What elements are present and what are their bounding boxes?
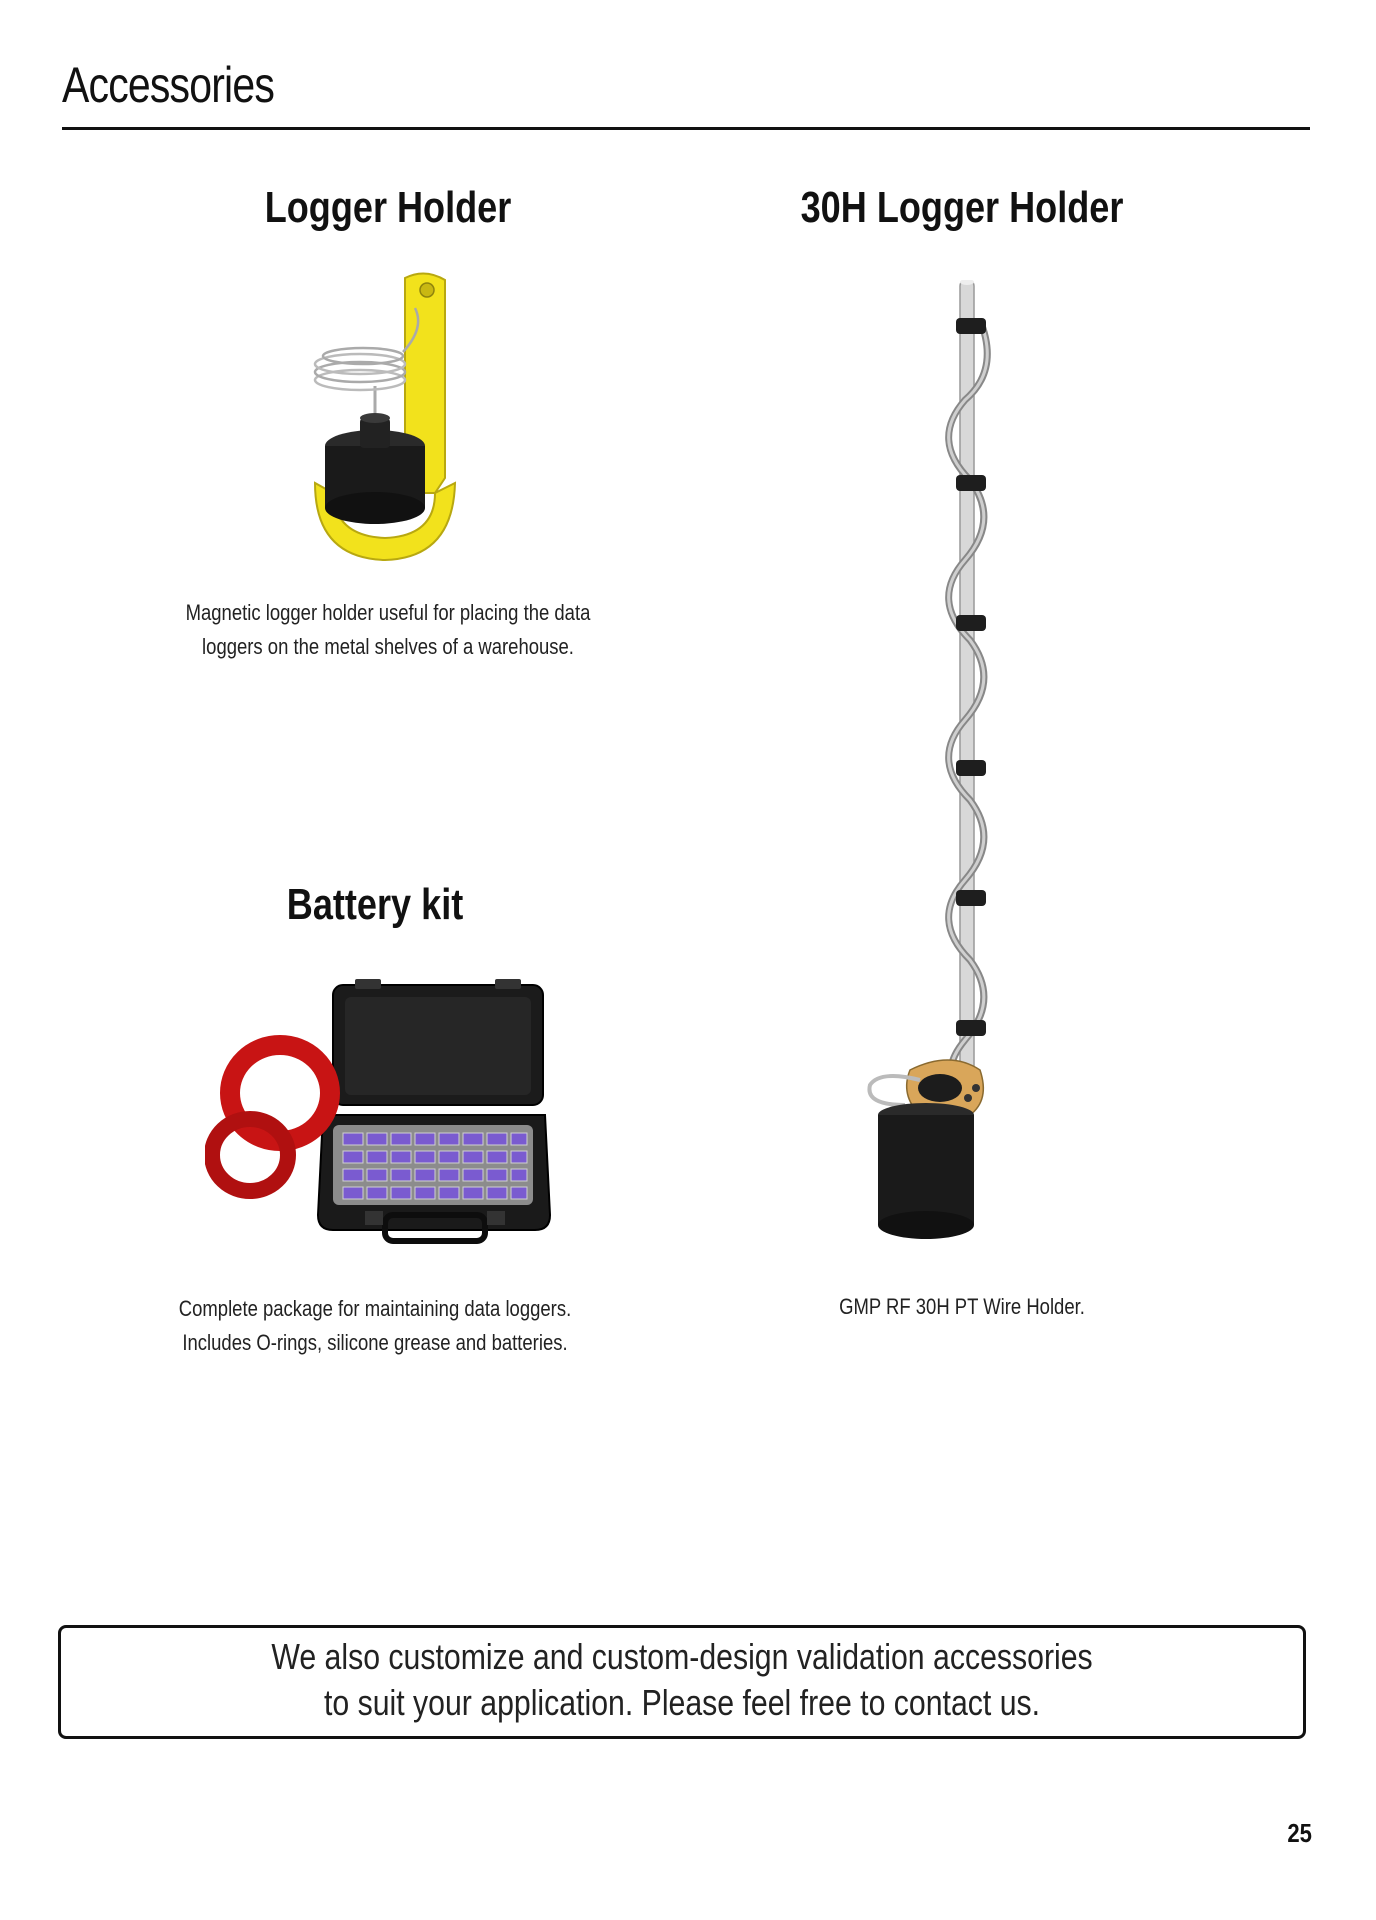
contact-line1: We also customize and custom-design validation accessories	[271, 1636, 1093, 1677]
holder-30h-caption-line1: GMP RF 30H PT Wire Holder.	[839, 1294, 1085, 1319]
holder-30h-image	[860, 280, 1010, 1250]
page-title: Accessories	[62, 57, 274, 113]
battery-kit-heading: Battery kit	[286, 880, 464, 929]
battery-kit-caption-line1: Complete package for maintaining data loggers.	[178, 1296, 572, 1321]
title-divider	[62, 127, 1310, 130]
holder-30h-caption	[794, 1290, 1130, 1324]
battery-kit-caption	[165, 1292, 585, 1360]
logger-holder-image	[285, 268, 485, 568]
battery-kit-image	[205, 975, 555, 1255]
logger-holder-heading: Logger Holder	[264, 183, 512, 232]
holder-30h-heading: 30H Logger Holder	[800, 183, 1124, 232]
logger-holder-caption-line2: loggers on the metal shelves of a warehouse.	[202, 634, 574, 659]
contact-line2: to suit your application. Please feel free to contact us.	[323, 1682, 1041, 1723]
contact-text	[160, 1634, 1203, 1726]
page-number: 25	[1287, 1818, 1312, 1848]
battery-kit-caption-line2: Includes O-rings, silicone grease and batteries.	[182, 1330, 568, 1355]
contact-box	[58, 1625, 1306, 1739]
logger-holder-caption-line1: Magnetic logger holder useful for placing the data	[185, 600, 591, 625]
logger-holder-caption	[178, 596, 598, 664]
